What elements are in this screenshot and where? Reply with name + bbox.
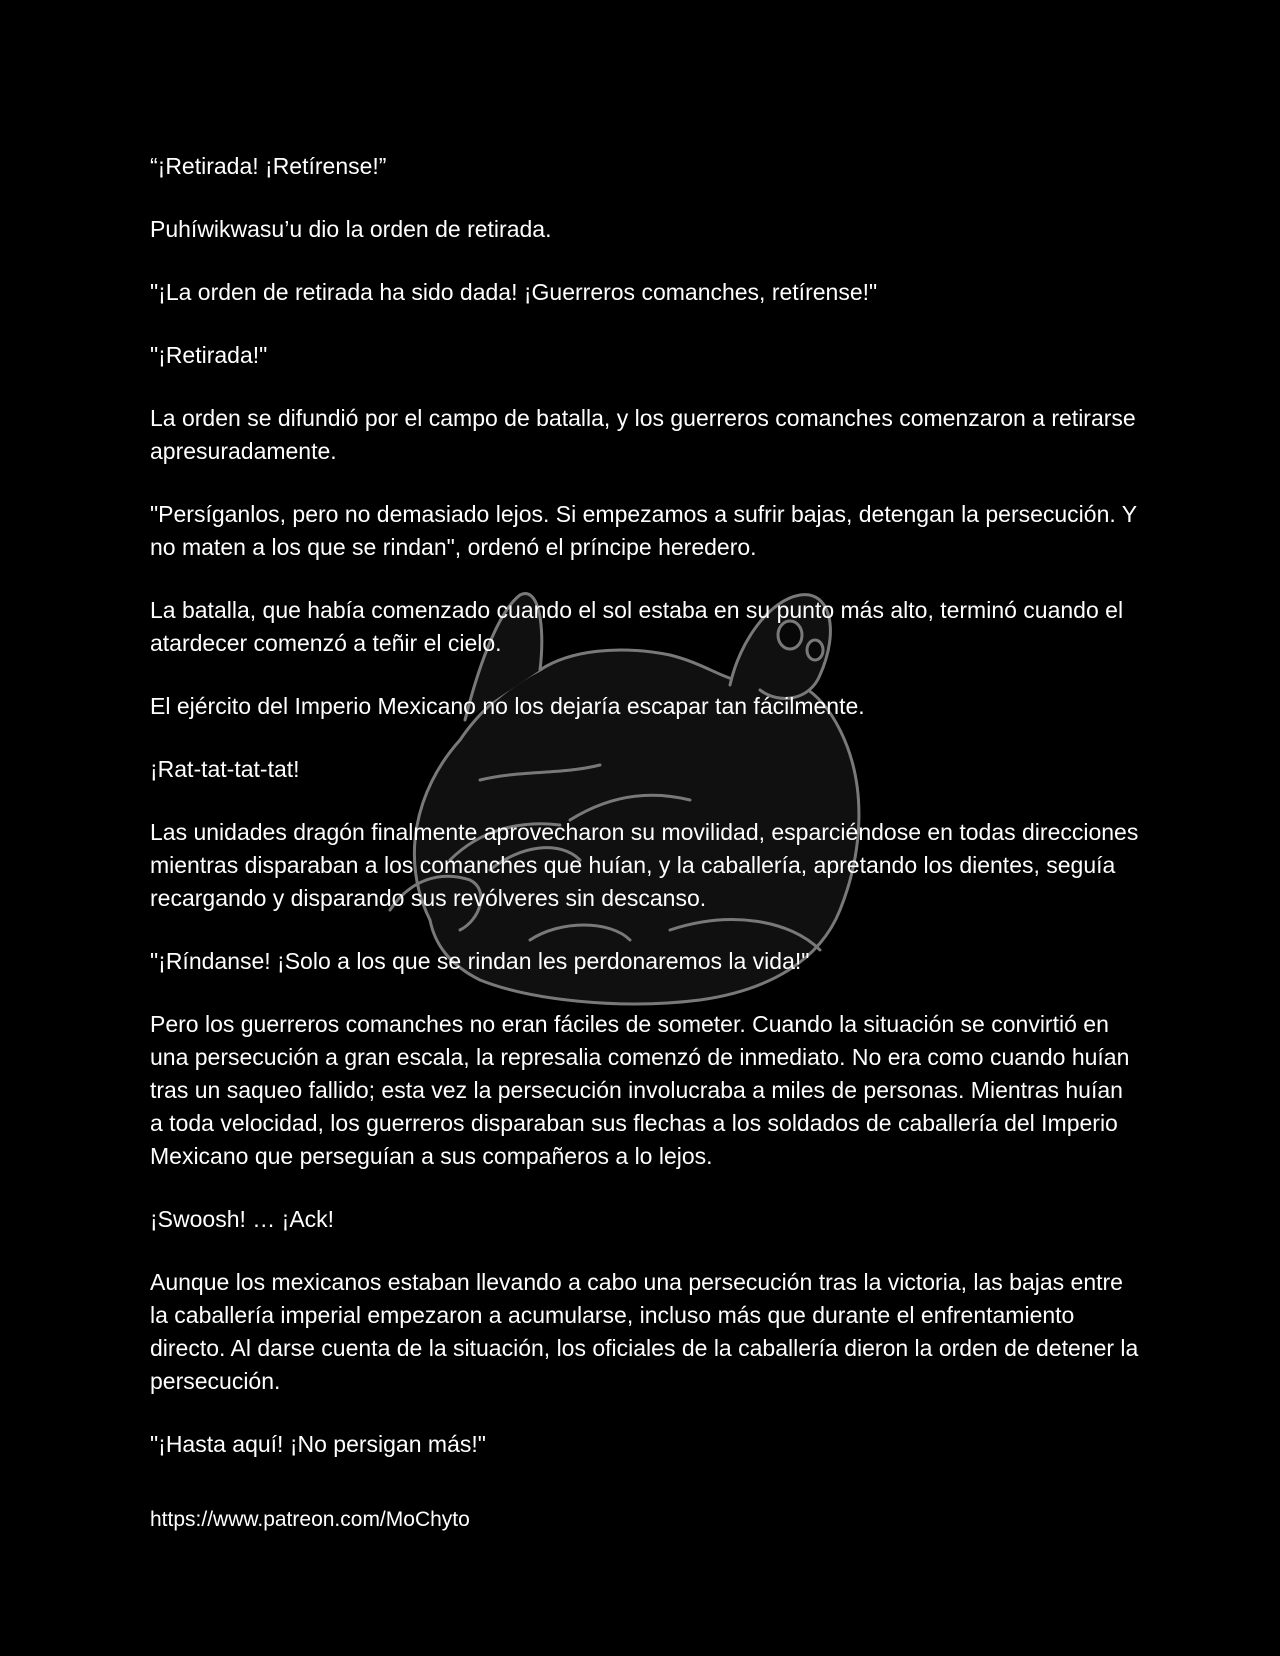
patreon-link[interactable]: https://www.patreon.com/MoChyto <box>150 1508 470 1531</box>
document-body <box>150 150 1140 1566</box>
paragraph: Aunque los mexicanos estaban llevando a cabo una persecución tras la victoria, las bajas entre la caballería imperial empezaron a acumularse, incluso más que durante el enfrentamiento directo. Al darse cuenta de la situación, los oficiales de la caballería dieron la orden de detener la persecución. <box>150 1269 1139 1394</box>
paragraph: Pero los guerreros comanches no eran fáciles de someter. Cuando la situación se convirtió en una persecución a gran escala, la represalia comenzó de inmediato. No era como cuando huían tras un saqueo fallido; esta vez la persecución involucraba a miles de personas. Mientras huían a toda velocidad, los guerreros disparaban sus flechas a los soldados de caballería del Imperio Mexicano que perseguían a sus compañeros a lo lejos. <box>150 1011 1130 1169</box>
paragraph: "¡Ríndanse! ¡Solo a los que se rindan les perdonaremos la vida!" <box>150 948 810 974</box>
paragraph: La orden se difundió por el campo de batalla, y los guerreros comanches comenzaron a retirarse apresuradamente. <box>150 405 1136 464</box>
paragraph: "¡Hasta aquí! ¡No persigan más!" <box>150 1431 486 1457</box>
paragraph: "¡Retirada!" <box>150 342 268 368</box>
paragraph: Puhíwikwasu’u dio la orden de retirada. <box>150 216 552 242</box>
paragraph: “¡Retirada! ¡Retírense!” <box>150 153 387 179</box>
paragraph: ¡Rat-tat-tat-tat! <box>150 756 300 782</box>
paragraph: La batalla, que había comenzado cuando el sol estaba en su punto más alto, terminó cuando el atardecer comenzó a teñir el cielo. <box>150 597 1124 656</box>
paragraph: "¡La orden de retirada ha sido dada! ¡Guerreros comanches, retírense!" <box>150 279 878 305</box>
paragraph: Las unidades dragón finalmente aprovecharon su movilidad, esparciéndose en todas direcciones mientras disparaban a los comanches que huían, y la caballería, apretando los dientes, seguía recargando y disparando sus revólveres sin descanso. <box>150 819 1139 911</box>
paragraph: ¡Swoosh! … ¡Ack! <box>150 1206 335 1232</box>
paragraph: El ejército del Imperio Mexicano no los dejaría escapar tan fácilmente. <box>150 693 865 719</box>
paragraph: "Persíganlos, pero no demasiado lejos. Si empezamos a sufrir bajas, detengan la persecución. Y no maten a los que se rindan", ordenó el príncipe heredero. <box>150 501 1137 560</box>
